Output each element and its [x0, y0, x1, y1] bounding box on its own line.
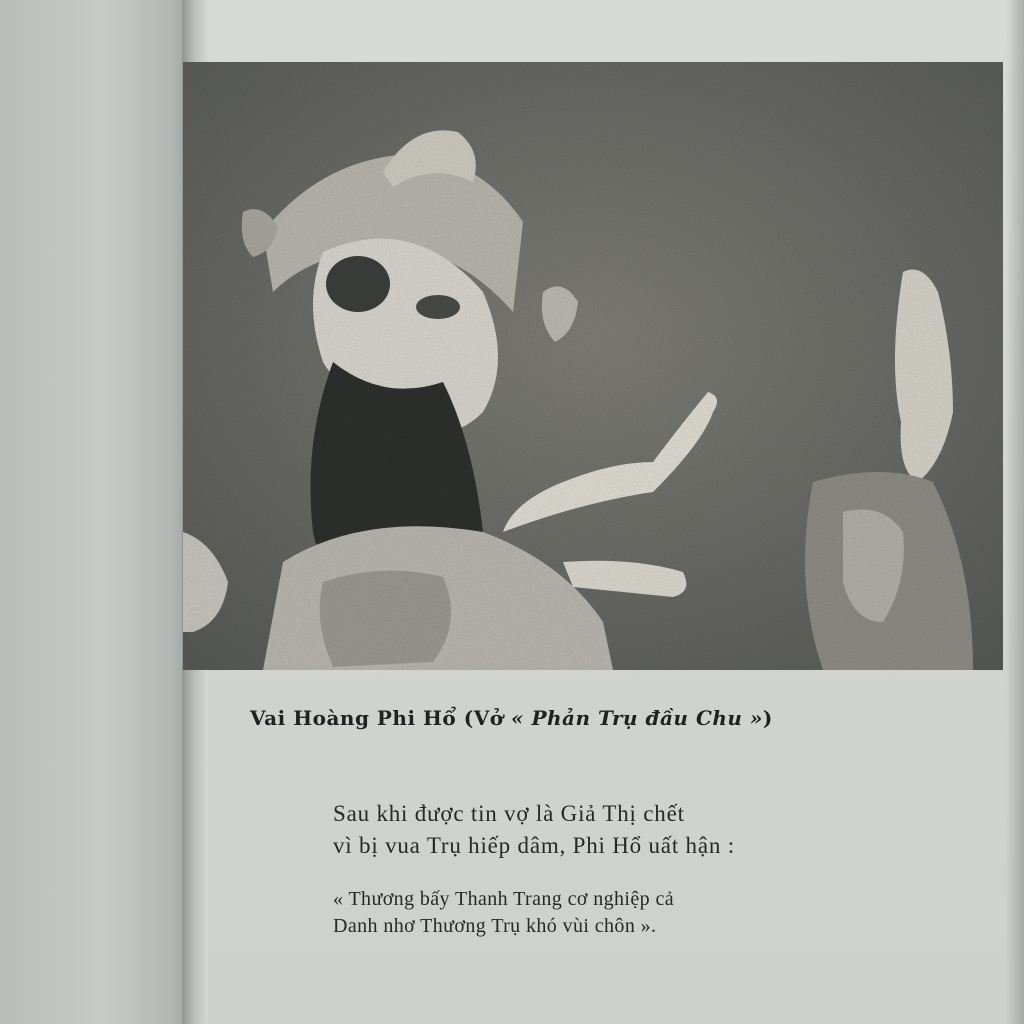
caption-prefix: Vai Hoàng Phi Hổ (Vở	[250, 706, 512, 730]
caption-play-title: « Phản Trụ đầu Chu »	[511, 706, 763, 730]
caption-suffix: )	[762, 706, 773, 730]
body-paragraph	[333, 798, 933, 862]
performer-photo	[183, 62, 1003, 670]
quote-line: Danh nhơ Thương Trụ khó vùi chôn ».	[333, 915, 657, 937]
paragraph-line: vì bị vua Trụ hiếp dâm, Phi Hổ uất hận :	[333, 833, 735, 858]
page-edge	[1006, 0, 1024, 1024]
quote-line: « Thương bấy Thanh Trang cơ nghiệp cả	[333, 888, 675, 910]
photo-caption	[250, 706, 950, 730]
verse-quote	[333, 886, 933, 940]
left-page	[0, 0, 190, 1024]
paragraph-line: Sau khi được tin vợ là Giả Thị chết	[333, 801, 685, 826]
